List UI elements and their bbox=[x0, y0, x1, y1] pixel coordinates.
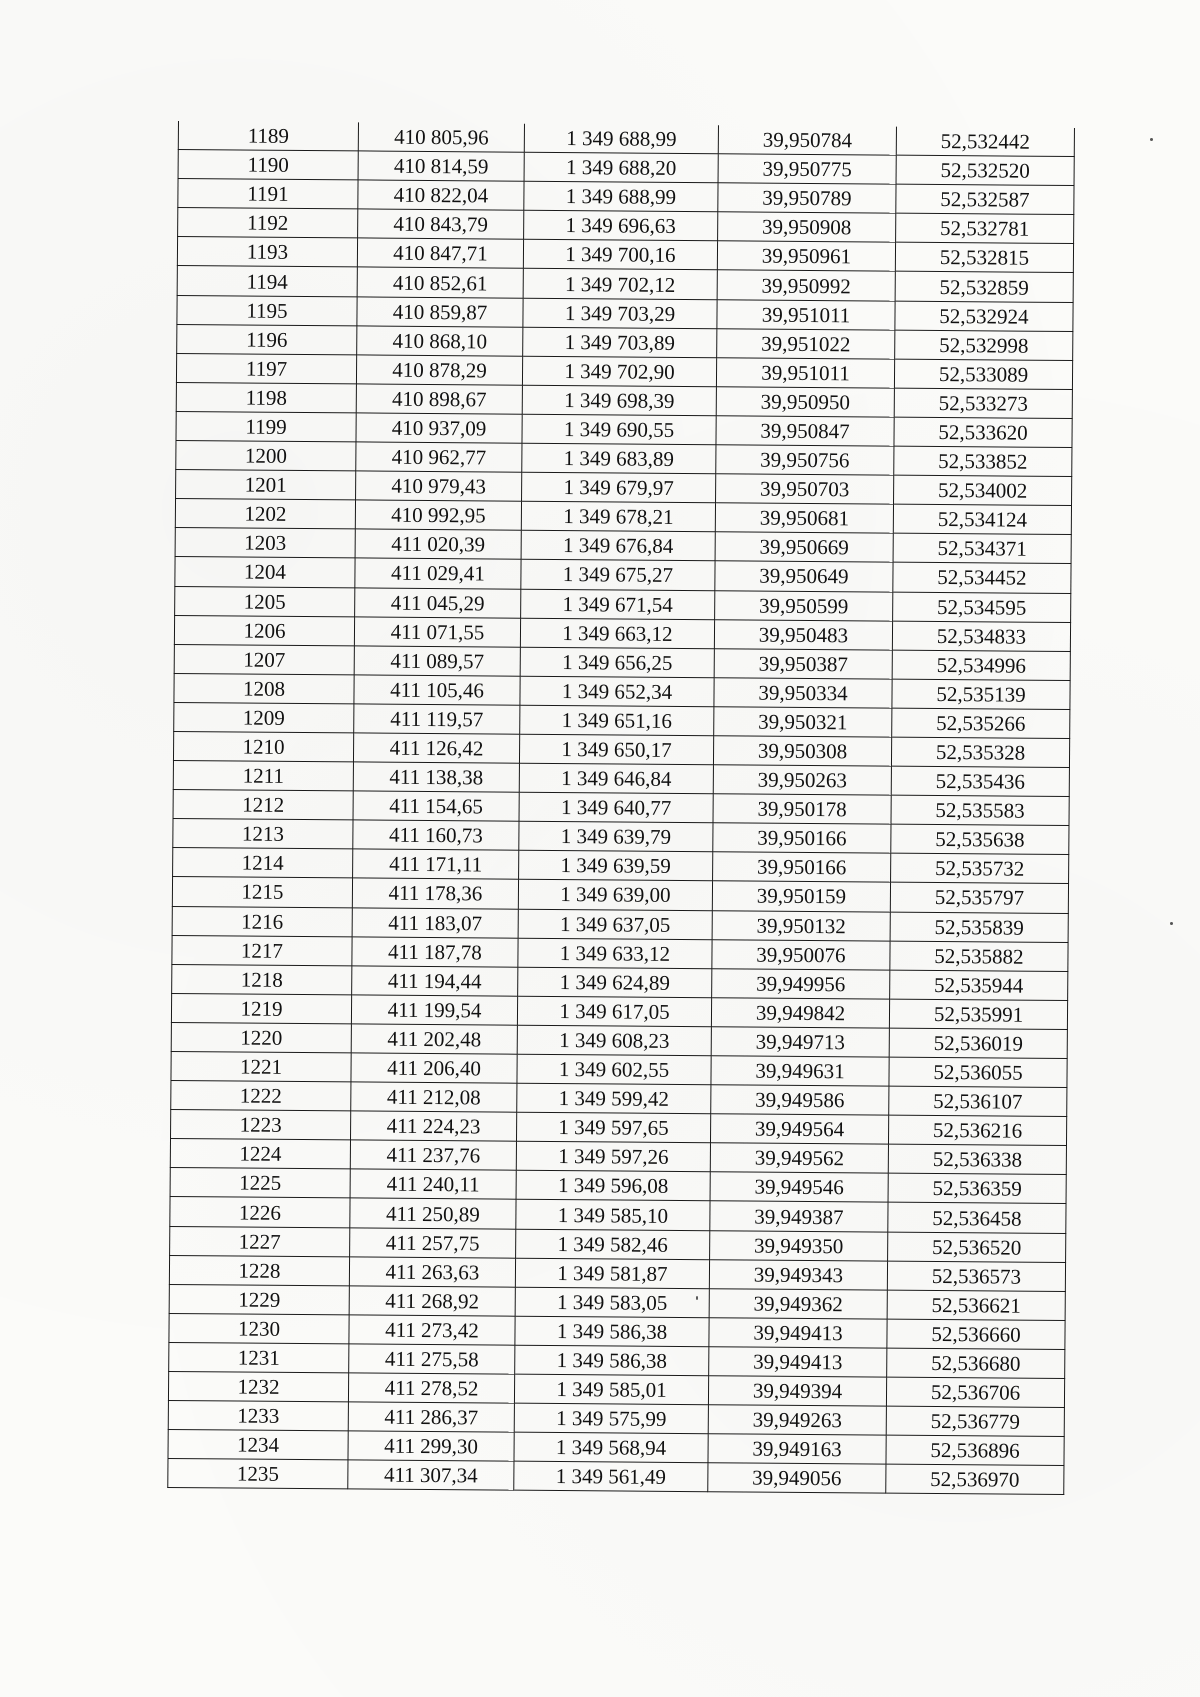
y-coordinate-cell: 1 349 656,25 bbox=[520, 647, 714, 678]
x-coordinate-cell: 411 212,08 bbox=[351, 1082, 517, 1112]
longitude-cell: 52,532442 bbox=[896, 127, 1074, 157]
point-number-cell: 1197 bbox=[176, 353, 356, 384]
latitude-cell: 39,950961 bbox=[717, 241, 895, 271]
latitude-cell: 39,949387 bbox=[710, 1201, 888, 1231]
latitude-cell: 39,949263 bbox=[708, 1405, 886, 1435]
x-coordinate-cell: 411 089,57 bbox=[354, 646, 520, 676]
y-coordinate-cell: 1 349 675,27 bbox=[521, 560, 715, 591]
point-number-cell: 1212 bbox=[173, 790, 353, 821]
point-number-cell: 1208 bbox=[174, 673, 354, 704]
point-number-cell: 1205 bbox=[175, 586, 355, 617]
point-number-cell: 1223 bbox=[171, 1110, 351, 1141]
x-coordinate-cell: 411 307,34 bbox=[348, 1460, 514, 1490]
latitude-cell: 39,950334 bbox=[714, 678, 892, 708]
x-coordinate-cell: 411 202,48 bbox=[351, 1024, 517, 1054]
longitude-cell: 52,535436 bbox=[891, 766, 1069, 796]
latitude-cell: 39,949413 bbox=[709, 1347, 887, 1377]
x-coordinate-cell: 411 160,73 bbox=[353, 820, 519, 850]
latitude-cell: 39,950703 bbox=[716, 474, 894, 504]
x-coordinate-cell: 411 250,89 bbox=[350, 1198, 516, 1228]
y-coordinate-cell: 1 349 663,12 bbox=[520, 618, 714, 649]
longitude-cell: 52,536621 bbox=[887, 1290, 1065, 1320]
x-coordinate-cell: 411 299,30 bbox=[348, 1431, 514, 1461]
y-coordinate-cell: 1 349 702,90 bbox=[522, 356, 716, 387]
latitude-cell: 39,949362 bbox=[709, 1288, 887, 1318]
longitude-cell: 52,534124 bbox=[893, 504, 1071, 534]
point-number-cell: 1216 bbox=[172, 906, 352, 937]
point-number-cell: 1207 bbox=[174, 644, 354, 675]
point-number-cell: 1222 bbox=[171, 1081, 351, 1112]
point-number-cell: 1191 bbox=[178, 179, 358, 210]
point-number-cell: 1235 bbox=[168, 1459, 348, 1490]
scan-speck bbox=[1150, 138, 1153, 141]
point-number-cell: 1230 bbox=[169, 1313, 349, 1344]
x-coordinate-cell: 411 187,78 bbox=[352, 937, 518, 967]
y-coordinate-cell: 1 349 703,29 bbox=[523, 298, 717, 329]
y-coordinate-cell: 1 349 586,38 bbox=[515, 1345, 709, 1376]
latitude-cell: 39,949163 bbox=[708, 1434, 886, 1464]
x-coordinate-cell: 411 126,42 bbox=[353, 733, 519, 763]
longitude-cell: 52,536019 bbox=[889, 1028, 1067, 1058]
longitude-cell: 52,536216 bbox=[888, 1115, 1066, 1145]
latitude-cell: 39,949562 bbox=[710, 1143, 888, 1173]
x-coordinate-cell: 411 045,29 bbox=[355, 587, 521, 617]
latitude-cell: 39,949394 bbox=[708, 1376, 886, 1406]
y-coordinate-cell: 1 349 602,55 bbox=[517, 1054, 711, 1085]
x-coordinate-cell: 411 138,38 bbox=[353, 762, 519, 792]
latitude-cell: 39,949631 bbox=[711, 1056, 889, 1086]
longitude-cell: 52,536573 bbox=[887, 1261, 1065, 1291]
latitude-cell: 39,950166 bbox=[713, 823, 891, 853]
longitude-cell: 52,535732 bbox=[891, 853, 1069, 883]
y-coordinate-cell: 1 349 696,63 bbox=[524, 210, 718, 241]
point-number-cell: 1199 bbox=[176, 411, 356, 442]
point-number-cell: 1209 bbox=[174, 702, 354, 733]
latitude-cell: 39,949586 bbox=[711, 1085, 889, 1115]
point-number-cell: 1217 bbox=[172, 935, 352, 966]
y-coordinate-cell: 1 349 597,65 bbox=[516, 1112, 710, 1143]
y-coordinate-cell: 1 349 646,84 bbox=[519, 763, 713, 794]
x-coordinate-cell: 411 119,57 bbox=[354, 704, 520, 734]
x-coordinate-cell: 410 852,61 bbox=[357, 267, 523, 297]
point-number-cell: 1234 bbox=[168, 1430, 348, 1461]
longitude-cell: 52,535944 bbox=[890, 970, 1068, 1000]
scan-speck bbox=[1170, 922, 1173, 925]
y-coordinate-cell: 1 349 575,99 bbox=[514, 1403, 708, 1434]
latitude-cell: 39,950263 bbox=[713, 765, 891, 795]
longitude-cell: 52,533273 bbox=[894, 388, 1072, 418]
point-number-cell: 1231 bbox=[169, 1342, 349, 1373]
y-coordinate-cell: 1 349 678,21 bbox=[521, 501, 715, 532]
y-coordinate-cell: 1 349 633,12 bbox=[518, 938, 712, 969]
x-coordinate-cell: 411 263,63 bbox=[349, 1257, 515, 1287]
point-number-cell: 1224 bbox=[170, 1139, 350, 1170]
x-coordinate-cell: 411 237,76 bbox=[350, 1140, 516, 1170]
longitude-cell: 52,534452 bbox=[893, 563, 1071, 593]
y-coordinate-cell: 1 349 688,99 bbox=[524, 181, 718, 212]
x-coordinate-cell: 411 206,40 bbox=[351, 1053, 517, 1083]
x-coordinate-cell: 411 286,37 bbox=[348, 1402, 514, 1432]
longitude-cell: 52,536107 bbox=[889, 1086, 1067, 1116]
latitude-cell: 39,951011 bbox=[716, 357, 894, 387]
latitude-cell: 39,950321 bbox=[714, 707, 892, 737]
longitude-cell: 52,532520 bbox=[896, 155, 1074, 185]
x-coordinate-cell: 410 822,04 bbox=[358, 180, 524, 210]
point-number-cell: 1201 bbox=[176, 470, 356, 501]
y-coordinate-cell: 1 349 585,10 bbox=[516, 1200, 710, 1231]
latitude-cell: 39,949564 bbox=[710, 1114, 888, 1144]
longitude-cell: 52,533620 bbox=[894, 417, 1072, 447]
longitude-cell: 52,536779 bbox=[886, 1406, 1064, 1436]
x-coordinate-cell: 411 275,58 bbox=[349, 1344, 515, 1374]
y-coordinate-cell: 1 349 583,05 bbox=[515, 1287, 709, 1318]
x-coordinate-cell: 411 171,11 bbox=[353, 849, 519, 879]
point-number-cell: 1193 bbox=[177, 237, 357, 268]
y-coordinate-cell: 1 349 652,34 bbox=[520, 676, 714, 707]
x-coordinate-cell: 411 183,07 bbox=[352, 907, 518, 937]
longitude-cell: 52,533089 bbox=[894, 359, 1072, 389]
y-coordinate-cell: 1 349 700,16 bbox=[523, 240, 717, 271]
latitude-cell: 39,950681 bbox=[715, 503, 893, 533]
y-coordinate-cell: 1 349 581,87 bbox=[515, 1258, 709, 1289]
y-coordinate-cell: 1 349 688,99 bbox=[524, 124, 718, 154]
x-coordinate-cell: 410 814,59 bbox=[358, 151, 524, 181]
latitude-cell: 39,950076 bbox=[712, 939, 890, 969]
x-coordinate-cell: 410 805,96 bbox=[358, 122, 524, 152]
point-number-cell: 1228 bbox=[169, 1255, 349, 1286]
longitude-cell: 52,536970 bbox=[886, 1464, 1064, 1494]
latitude-cell: 39,949713 bbox=[711, 1027, 889, 1057]
longitude-cell: 52,534002 bbox=[894, 475, 1072, 505]
scan-speck bbox=[696, 1296, 698, 1300]
latitude-cell: 39,950387 bbox=[714, 648, 892, 678]
longitude-cell: 52,534996 bbox=[892, 650, 1070, 680]
longitude-cell: 52,536359 bbox=[888, 1173, 1066, 1203]
point-number-cell: 1213 bbox=[173, 819, 353, 850]
longitude-cell: 52,535328 bbox=[891, 737, 1069, 767]
longitude-cell: 52,535797 bbox=[890, 883, 1068, 913]
x-coordinate-cell: 411 224,23 bbox=[351, 1111, 517, 1141]
longitude-cell: 52,535882 bbox=[890, 941, 1068, 971]
longitude-cell: 52,536896 bbox=[886, 1435, 1064, 1465]
latitude-cell: 39,950775 bbox=[718, 154, 896, 184]
point-number-cell: 1227 bbox=[170, 1226, 350, 1257]
latitude-cell: 39,951022 bbox=[717, 328, 895, 358]
longitude-cell: 52,536660 bbox=[887, 1319, 1065, 1349]
longitude-cell: 52,535266 bbox=[892, 708, 1070, 738]
x-coordinate-cell: 411 268,92 bbox=[349, 1286, 515, 1316]
latitude-cell: 39,951011 bbox=[717, 299, 895, 329]
x-coordinate-cell: 410 878,29 bbox=[356, 355, 522, 385]
latitude-cell: 39,950992 bbox=[717, 270, 895, 300]
point-number-cell: 1226 bbox=[170, 1197, 350, 1228]
point-number-cell: 1203 bbox=[175, 528, 355, 559]
point-number-cell: 1225 bbox=[170, 1168, 350, 1199]
longitude-cell: 52,534833 bbox=[892, 621, 1070, 651]
latitude-cell: 39,949842 bbox=[711, 998, 889, 1028]
point-number-cell: 1206 bbox=[174, 615, 354, 646]
y-coordinate-cell: 1 349 698,39 bbox=[522, 385, 716, 416]
y-coordinate-cell: 1 349 688,20 bbox=[524, 152, 718, 183]
latitude-cell: 39,949056 bbox=[708, 1463, 886, 1493]
longitude-cell: 52,532781 bbox=[896, 213, 1074, 243]
point-number-cell: 1211 bbox=[173, 761, 353, 792]
point-number-cell: 1194 bbox=[177, 266, 357, 297]
latitude-cell: 39,950166 bbox=[713, 852, 891, 882]
y-coordinate-cell: 1 349 651,16 bbox=[520, 705, 714, 736]
y-coordinate-cell: 1 349 703,89 bbox=[523, 327, 717, 358]
y-coordinate-cell: 1 349 671,54 bbox=[521, 589, 715, 620]
point-number-cell: 1195 bbox=[177, 295, 357, 326]
y-coordinate-cell: 1 349 639,79 bbox=[519, 821, 713, 852]
x-coordinate-cell: 410 859,87 bbox=[357, 296, 523, 326]
y-coordinate-cell: 1 349 639,00 bbox=[518, 880, 712, 911]
x-coordinate-cell: 410 898,67 bbox=[356, 384, 522, 414]
y-coordinate-cell: 1 349 637,05 bbox=[518, 909, 712, 940]
y-coordinate-cell: 1 349 599,42 bbox=[517, 1083, 711, 1114]
latitude-cell: 39,950669 bbox=[715, 532, 893, 562]
point-number-cell: 1233 bbox=[168, 1401, 348, 1432]
x-coordinate-cell: 410 979,43 bbox=[356, 471, 522, 501]
point-number-cell: 1218 bbox=[172, 964, 352, 995]
point-number-cell: 1198 bbox=[176, 382, 356, 413]
longitude-cell: 52,532587 bbox=[896, 184, 1074, 214]
y-coordinate-cell: 1 349 582,46 bbox=[516, 1229, 710, 1260]
y-coordinate-cell: 1 349 679,97 bbox=[522, 472, 716, 503]
longitude-cell: 52,535991 bbox=[889, 999, 1067, 1029]
longitude-cell: 52,532859 bbox=[895, 272, 1073, 302]
longitude-cell: 52,536338 bbox=[888, 1144, 1066, 1174]
latitude-cell: 39,949350 bbox=[710, 1230, 888, 1260]
point-number-cell: 1204 bbox=[175, 557, 355, 588]
x-coordinate-cell: 411 278,52 bbox=[348, 1373, 514, 1403]
latitude-cell: 39,950159 bbox=[712, 881, 890, 911]
latitude-cell: 39,950784 bbox=[718, 125, 896, 155]
x-coordinate-cell: 411 199,54 bbox=[351, 995, 517, 1025]
point-number-cell: 1221 bbox=[171, 1051, 351, 1082]
y-coordinate-cell: 1 349 561,49 bbox=[514, 1461, 708, 1492]
longitude-cell: 52,535638 bbox=[891, 824, 1069, 854]
point-number-cell: 1219 bbox=[171, 993, 351, 1024]
y-coordinate-cell: 1 349 702,12 bbox=[523, 269, 717, 300]
y-coordinate-cell: 1 349 596,08 bbox=[516, 1171, 710, 1202]
latitude-cell: 39,950308 bbox=[713, 736, 891, 766]
point-number-cell: 1202 bbox=[175, 499, 355, 530]
x-coordinate-cell: 411 154,65 bbox=[353, 791, 519, 821]
x-coordinate-cell: 411 020,39 bbox=[355, 529, 521, 559]
x-coordinate-cell: 411 029,41 bbox=[355, 558, 521, 588]
point-number-cell: 1232 bbox=[168, 1371, 348, 1402]
longitude-cell: 52,535839 bbox=[890, 912, 1068, 942]
y-coordinate-cell: 1 349 676,84 bbox=[521, 531, 715, 562]
latitude-cell: 39,950483 bbox=[714, 619, 892, 649]
longitude-cell: 52,535139 bbox=[892, 679, 1070, 709]
x-coordinate-cell: 410 962,77 bbox=[356, 442, 522, 472]
latitude-cell: 39,950950 bbox=[716, 387, 894, 417]
x-coordinate-cell: 410 937,09 bbox=[356, 413, 522, 443]
longitude-cell: 52,536706 bbox=[886, 1377, 1064, 1407]
point-number-cell: 1192 bbox=[178, 208, 358, 239]
x-coordinate-cell: 410 847,71 bbox=[357, 238, 523, 268]
longitude-cell: 52,535583 bbox=[891, 795, 1069, 825]
y-coordinate-cell: 1 349 650,17 bbox=[519, 734, 713, 765]
longitude-cell: 52,533852 bbox=[894, 446, 1072, 476]
x-coordinate-cell: 411 257,75 bbox=[350, 1227, 516, 1257]
y-coordinate-cell: 1 349 690,55 bbox=[522, 414, 716, 445]
longitude-cell: 52,534595 bbox=[893, 592, 1071, 622]
x-coordinate-cell: 411 178,36 bbox=[352, 878, 518, 908]
point-number-cell: 1210 bbox=[173, 731, 353, 762]
longitude-cell: 52,534371 bbox=[893, 533, 1071, 563]
longitude-cell: 52,536055 bbox=[889, 1057, 1067, 1087]
y-coordinate-cell: 1 349 683,89 bbox=[522, 443, 716, 474]
latitude-cell: 39,949343 bbox=[709, 1259, 887, 1289]
x-coordinate-cell: 411 105,46 bbox=[354, 675, 520, 705]
point-number-cell: 1215 bbox=[172, 877, 352, 908]
latitude-cell: 39,950649 bbox=[715, 561, 893, 591]
y-coordinate-cell: 1 349 597,26 bbox=[516, 1141, 710, 1172]
x-coordinate-cell: 411 071,55 bbox=[354, 616, 520, 646]
coordinates-table bbox=[167, 121, 1075, 1495]
longitude-cell: 52,532998 bbox=[895, 330, 1073, 360]
y-coordinate-cell: 1 349 624,89 bbox=[518, 967, 712, 998]
x-coordinate-cell: 410 868,10 bbox=[357, 326, 523, 356]
longitude-cell: 52,532815 bbox=[895, 243, 1073, 273]
latitude-cell: 39,950789 bbox=[718, 183, 896, 213]
x-coordinate-cell: 411 194,44 bbox=[352, 966, 518, 996]
y-coordinate-cell: 1 349 586,38 bbox=[515, 1316, 709, 1347]
latitude-cell: 39,950847 bbox=[716, 416, 894, 446]
x-coordinate-cell: 411 273,42 bbox=[349, 1315, 515, 1345]
latitude-cell: 39,950908 bbox=[718, 212, 896, 242]
longitude-cell: 52,536458 bbox=[888, 1203, 1066, 1233]
point-number-cell: 1214 bbox=[173, 848, 353, 879]
y-coordinate-cell: 1 349 568,94 bbox=[514, 1432, 708, 1463]
y-coordinate-cell: 1 349 617,05 bbox=[517, 996, 711, 1027]
latitude-cell: 39,950599 bbox=[715, 590, 893, 620]
y-coordinate-cell: 1 349 585,01 bbox=[514, 1374, 708, 1405]
latitude-cell: 39,950756 bbox=[716, 445, 894, 475]
x-coordinate-cell: 410 843,79 bbox=[358, 209, 524, 239]
point-number-cell: 1190 bbox=[178, 150, 358, 181]
y-coordinate-cell: 1 349 608,23 bbox=[517, 1025, 711, 1056]
latitude-cell: 39,950132 bbox=[712, 910, 890, 940]
coordinates-table-body bbox=[168, 121, 1075, 1495]
point-number-cell: 1200 bbox=[176, 441, 356, 472]
longitude-cell: 52,532924 bbox=[895, 301, 1073, 331]
latitude-cell: 39,949413 bbox=[709, 1318, 887, 1348]
x-coordinate-cell: 410 992,95 bbox=[355, 500, 521, 530]
latitude-cell: 39,950178 bbox=[713, 794, 891, 824]
latitude-cell: 39,949956 bbox=[712, 968, 890, 998]
point-number-cell: 1189 bbox=[178, 121, 358, 151]
x-coordinate-cell: 411 240,11 bbox=[350, 1169, 516, 1199]
point-number-cell: 1196 bbox=[177, 324, 357, 355]
y-coordinate-cell: 1 349 640,77 bbox=[519, 792, 713, 823]
longitude-cell: 52,536520 bbox=[888, 1232, 1066, 1262]
point-number-cell: 1220 bbox=[171, 1022, 351, 1053]
longitude-cell: 52,536680 bbox=[887, 1348, 1065, 1378]
latitude-cell: 39,949546 bbox=[710, 1172, 888, 1202]
y-coordinate-cell: 1 349 639,59 bbox=[519, 851, 713, 882]
point-number-cell: 1229 bbox=[169, 1284, 349, 1315]
